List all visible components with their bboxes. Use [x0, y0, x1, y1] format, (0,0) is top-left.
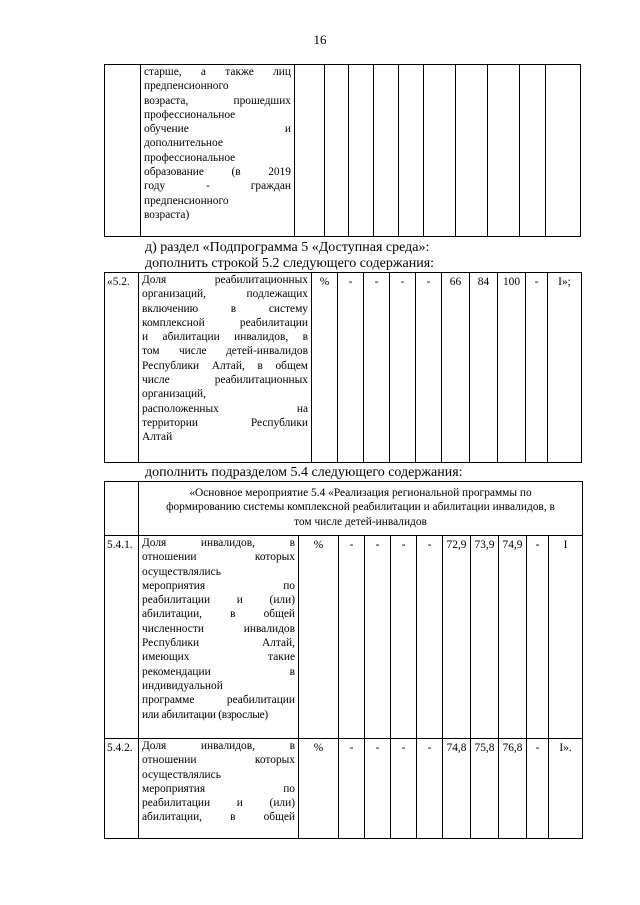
row-number: 5.4.2.	[105, 739, 139, 839]
value-cell: 100	[498, 273, 526, 463]
page-number: 16	[313, 32, 327, 47]
value-cell: -	[417, 536, 443, 739]
value-cell: -	[364, 273, 390, 463]
value-cell: -	[365, 536, 391, 739]
indicator-text: Доля инвалидов, в отношении которых осуществлялись мероприятия по реабилитации и (или) абилитации, в общей численности инвалидов Республики Алтай, имеющих такие рекомендации в индивидуальной программе реабилитации или абилитации (взрослые)	[139, 536, 299, 739]
value-cell: 75,8	[471, 739, 499, 839]
value-cell: 66	[442, 273, 470, 463]
value-cell: -	[391, 739, 417, 839]
value-cell: 76,8	[499, 739, 527, 839]
table-subsection-5-4	[104, 481, 583, 839]
value-cell: 72,9	[443, 536, 471, 739]
table-row-5-2	[104, 272, 582, 463]
value-cell: -	[417, 739, 443, 839]
value-cell: -	[391, 536, 417, 739]
table-row	[105, 65, 581, 237]
value-cell: -	[527, 536, 549, 739]
value-cell: -	[339, 536, 365, 739]
amendment-add-row: дополнить строкой 5.2 следующего содержания:	[145, 256, 435, 271]
value-cell: -	[526, 273, 548, 463]
indicator-text: старше, а также лиц предпенсионного возраста, прошедших профессиональное обучение и дополнительное профессиональное образование (в 2019 году - граждан предпенсионного возраста)	[141, 65, 295, 237]
table-continuation	[104, 64, 581, 237]
value-cell: -	[390, 273, 416, 463]
value-cell: I	[549, 536, 583, 739]
table-row	[105, 739, 583, 839]
value-cell: -	[527, 739, 549, 839]
value-cell: 84	[470, 273, 498, 463]
amendment-add-subsection: дополнить подразделом 5.4 следующего содержания:	[145, 465, 463, 480]
unit: %	[299, 739, 339, 839]
unit: %	[312, 273, 338, 463]
table-row	[105, 273, 582, 463]
indicator-text: Доля реабилитационных организаций, подлежащих включению в систему комплексной реабилитации и абилитации инвалидов, в том числе детей-инвалидов Республики Алтай, в общем числе реабилитационных организаций, расположенных на территории Республики Алтай	[139, 273, 312, 463]
table-row	[105, 536, 583, 739]
row-number: «5.2.	[105, 273, 139, 463]
amendment-section-d: д) раздел «Подпрограмма 5 «Доступная среда»:	[145, 240, 430, 255]
value-cell: I».	[549, 739, 583, 839]
value-cell: -	[338, 273, 364, 463]
value-cell: 73,9	[471, 536, 499, 739]
table-row	[105, 482, 583, 536]
row-number: 5.4.1.	[105, 536, 139, 739]
value-cell: I»;	[548, 273, 582, 463]
value-cell: 74,8	[443, 739, 471, 839]
value-cell: -	[339, 739, 365, 839]
subsection-header: «Основное мероприятие 5.4 «Реализация региональной программы по формированию системы комплексной реабилитации и абилитации инвалидов, в том числе детей-инвалидов	[139, 482, 583, 536]
unit: %	[299, 536, 339, 739]
value-cell: 74,9	[499, 536, 527, 739]
value-cell: -	[365, 739, 391, 839]
indicator-text: Доля инвалидов, в отношении которых осуществлялись мероприятия по реабилитации и (или) абилитации, в общей	[139, 739, 299, 839]
value-cell: -	[416, 273, 442, 463]
